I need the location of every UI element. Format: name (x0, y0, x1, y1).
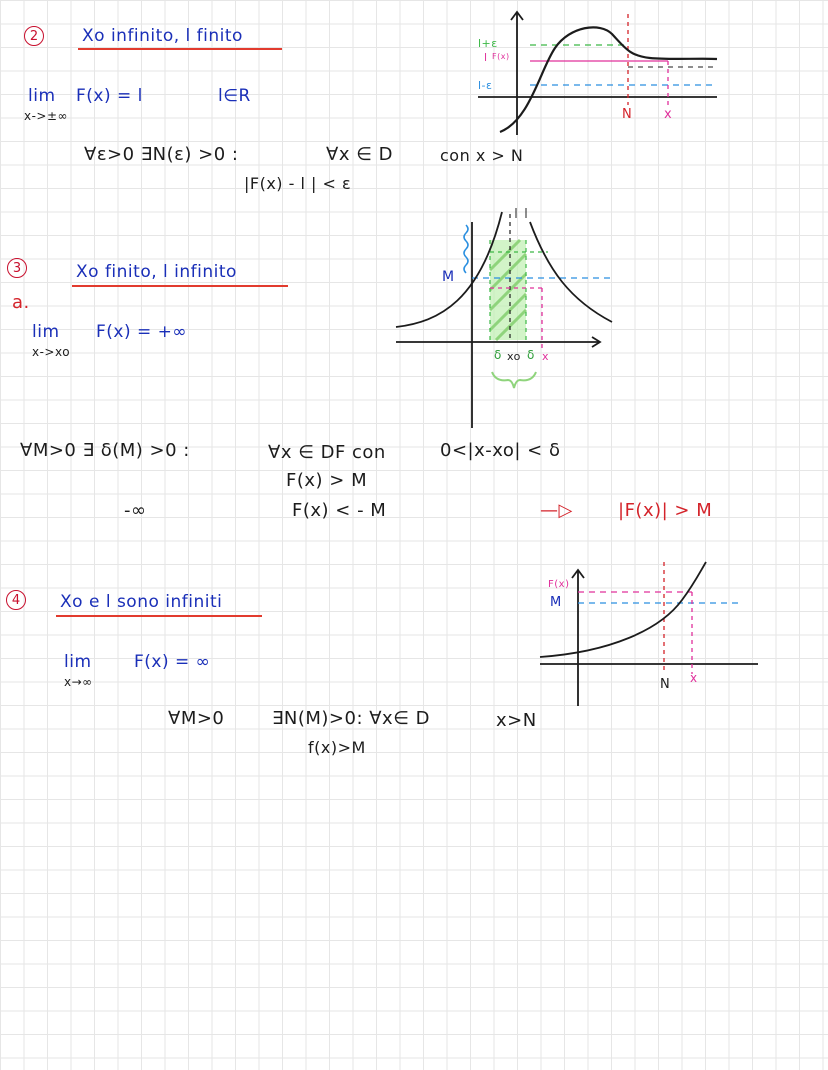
section-3-cond-minus: F(x) < - M (292, 500, 387, 521)
graph-2-fx-label: F(x) (492, 52, 510, 61)
section-2-title: Xo infinito, l finito (82, 26, 243, 46)
graph-2-l-minus-eps-label: l-ε (478, 79, 493, 92)
section-2-condition: con x > N (440, 146, 524, 165)
section-3-forall-x: ∀x ∈ DF con (268, 442, 386, 463)
section-2-expr: F(x) = l (76, 86, 143, 106)
section-2-forall-x: ∀x ∈ D (326, 144, 393, 165)
graph-3-x-label: x (542, 350, 550, 363)
section-4-condition: x>N (496, 710, 537, 731)
graph-2-x-label: x (664, 107, 673, 122)
graph-2-N-label: N (622, 107, 633, 122)
section-4-title: Xo e l sono infiniti (60, 592, 223, 612)
section-3-interval: 0<|x-xo| < δ (440, 440, 561, 461)
section-2-lim-sub: x->±∞ (24, 109, 69, 123)
section-3-abs-cond: |F(x)| > M (618, 500, 713, 521)
graph-4-curve (540, 562, 706, 657)
graph-3-delta-right-label: δ (527, 348, 535, 362)
graph-4-x-label: x (690, 671, 698, 685)
section-3-expr: F(x) = +∞ (96, 322, 188, 342)
section-3-lim-sub: x->xo (32, 345, 71, 359)
section-3-title: Xo finito, l infinito (76, 262, 237, 282)
section-3-part: a. (12, 292, 30, 313)
section-2-number: 2 (24, 26, 44, 46)
section-3-quantifiers: ∀M>0 ∃ δ(M) >0 : (20, 440, 190, 461)
graph-4-M-label: M (550, 595, 562, 610)
section-4-expr: F(x) = ∞ (134, 652, 211, 672)
section-2-quantifiers: ∀ε>0 ∃N(ε) >0 : (84, 144, 239, 165)
section-4-quantifiers: ∀M>0 (168, 708, 225, 729)
section-3-number: 3 (7, 258, 27, 278)
section-3-minus-inf: -∞ (124, 500, 147, 521)
section-4-exists: ∃N(M)>0: ∀x∈ D (272, 708, 430, 729)
graph-4-fx-label: F(x) (548, 579, 570, 590)
section-4-lim: lim (64, 652, 92, 672)
graph-2-l-label: l (484, 51, 488, 64)
section-3-lim: lim (32, 322, 60, 342)
graph-2-l-plus-eps-label: l+ε (478, 37, 498, 50)
section-2-domain: l∈R (218, 86, 251, 106)
section-3-arrow: —▷ (540, 500, 573, 521)
graph-3-M-label: M (442, 269, 455, 285)
section-2-lim: lim (28, 86, 56, 106)
section-4-inequality: f(x)>M (308, 738, 366, 757)
graph-4-N-label: N (660, 677, 671, 692)
section-2-inequality: |F(x) - l | < ε (244, 174, 352, 193)
section-4-number: 4 (6, 590, 26, 610)
graph-3-delta-left-label: δ (494, 348, 502, 362)
graph-3-xo-label: xo (507, 350, 521, 363)
section-4-lim-sub: x→∞ (64, 675, 93, 689)
section-3-cond-plus: F(x) > M (286, 470, 368, 491)
